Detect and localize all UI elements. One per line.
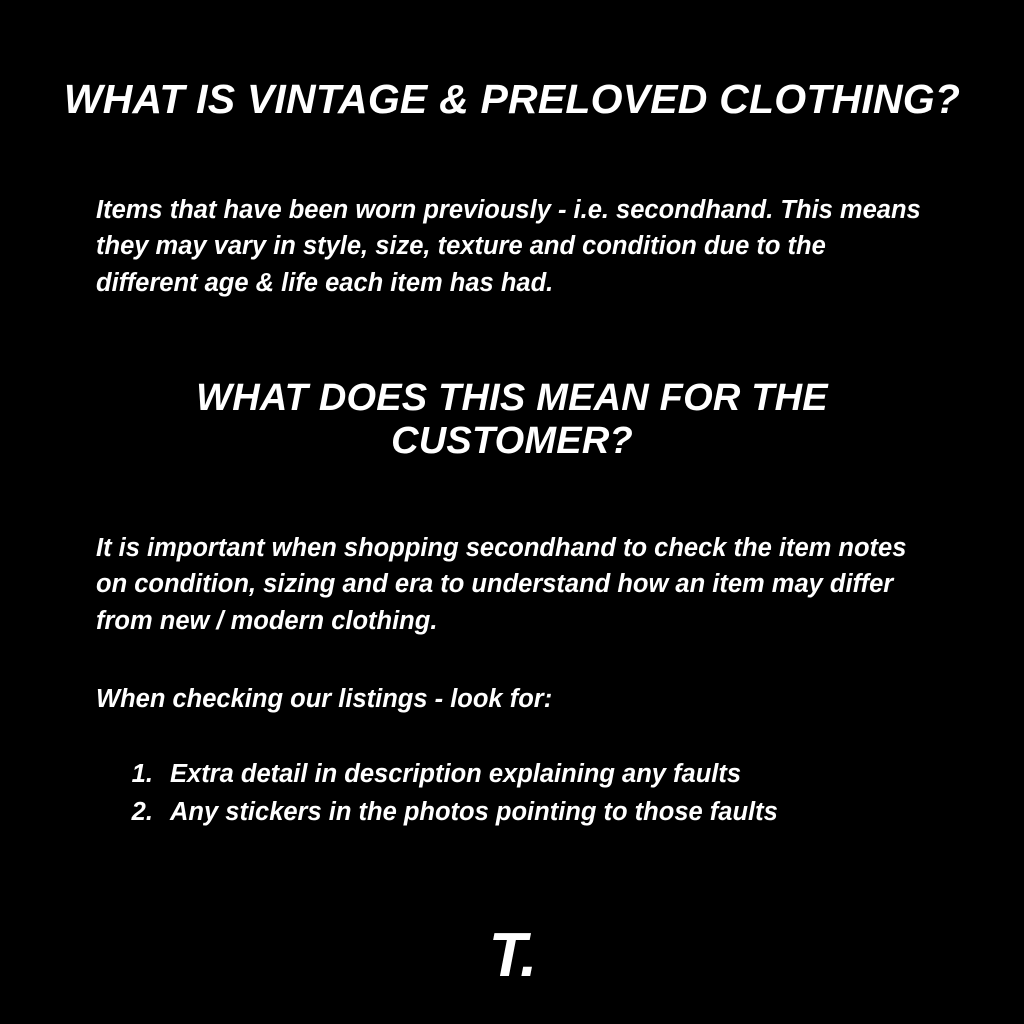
- definition-paragraph: Items that have been worn previously - i.e. secondhand. This means they may vary in style, size, texture and condition due to the different age & life each item has had.: [96, 196, 921, 297]
- section-heading-customer: WHAT DOES THIS MEAN FOR THE CUSTOMER?: [196, 377, 828, 463]
- list-item: 1. Extra detail in description explaining any faults: [160, 755, 980, 793]
- list-item: 2. Any stickers in the photos pointing to those faults: [160, 793, 980, 831]
- listings-prompt-paragraph: When checking our listings - look for:: [96, 685, 553, 713]
- checklist: [112, 755, 980, 832]
- brand-logo: T.: [488, 921, 536, 990]
- customer-guidance-paragraph: It is important when shopping secondhand to check the item notes on condition, sizing and era to understand how an item may differ from new / modern clothing.: [96, 534, 907, 635]
- page-title: WHAT IS VINTAGE & PRELOVED CLOTHING?: [63, 76, 961, 122]
